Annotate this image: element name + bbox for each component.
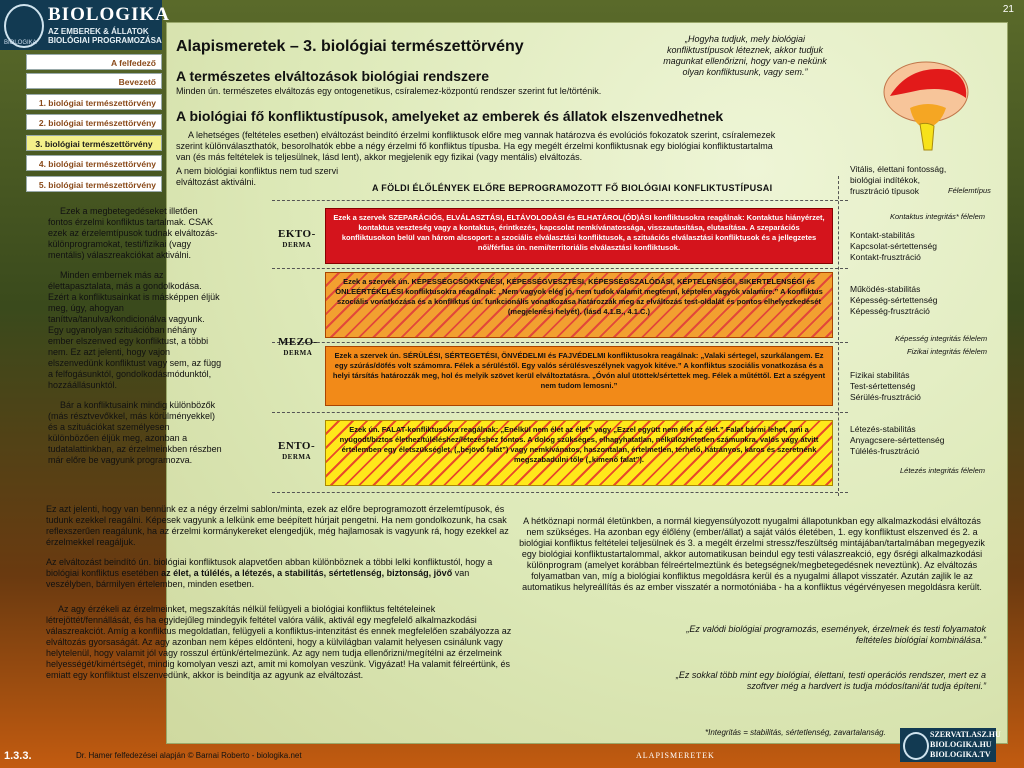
label-existence-integrity: Létezés integritás félelem (900, 466, 986, 475)
table-divider (838, 176, 839, 496)
label-fear-type: Félelemtípus (948, 186, 991, 195)
label-contact-integrity: Kontaktus integritás* félelem (890, 212, 986, 221)
right-list-mezo-1: Működés-stabilitás Képesség-sértettenség Képesség-frusztráció (850, 284, 938, 316)
brand-tagline: AZ EMBEREK & ÁLLATOK BIOLÓGIAI PROGRAMOZÁSA (48, 27, 162, 45)
right-list-ekto: Kontakt-stabilitás Kapcsolat-sértettenség Kontakt-frusztráció (850, 230, 937, 262)
row-divider (272, 268, 848, 269)
bottom-paragraph-1: Ez azt jelenti, hogy van bennünk ez a négy érzelmi sablon/minta, ezek az előre beprogramozott érzelemtípusok, és tudunk ezekkel reagálni. Képesek vagyunk a lelkünk eme beépített húrjait pengetni. Ha nem gondolkozunk, ha csak reflexszerűen reagálunk, ha az érzelmi kormánykereket elengedjük, még hajlamosak is vagyunk rá, hogy ezekkel az érzelmekkel reagáljuk. (46, 504, 509, 547)
section-subtitle-desc: Minden ún. természetes elváltozás egy ontogenetikus, csíralemez-központú rendszer szerint fut le/történik. (176, 86, 602, 96)
link-szervatlasz[interactable]: SZERVATLASZ.HU (930, 730, 1001, 739)
left-paragraph: Minden embernek más az élettapasztalata, más a gondolkodása. Ezért a konfliktusainkat is másképpen éljük meg, úgy, ahogyan taníttva/tanulva/kondicionálva vagyunk. Egy ugyanolyan szituációban néhány ember elszenved egy konfliktust, a többi nem. Ez azt jelenti, hogy vajon elszenvedünk konfliktust vagy sem, az függ a felfogásunktól, gondolkodásmódunktól, hozzáállásunktól. (48, 270, 222, 390)
credit-line: Dr. Hamer felfedezései alapján © Barnai Roberto - biologika.net (76, 751, 302, 760)
label-ability-integrity: Képesség integritás félelem (895, 334, 988, 343)
row-divider (272, 412, 848, 413)
row-divider (272, 342, 848, 343)
table-title: A FÖLDI ÉLŐLÉNYEK ELŐRE BEPROGRAMOZOTT FŐ BIOLÓGIAI KONFLIKTUSTÍPUSAI (372, 183, 773, 193)
left-paragraph: Ezek a megbetegedéseket illetően fontos érzelmi konfliktus tartalmak. CSAK ezek az érzelemtípusok tudnak elváltozás-különprogramokat, testi/fizikai (vagy mentális) válaszreakciókat aktiválni. (48, 206, 218, 260)
left-column (48, 206, 222, 475)
section-number: 1.3.3. (4, 750, 32, 762)
conflict-box-morsel: Ezek ún. FALAT-konfliktusokra reagálnak: „Enélkül nem élet az élet” vagy „Ezzel együtt nem élet az élet.” Falat bármi lehet, ami a nyugodt/biztos élethez/túléléshez/létezéshez fontos. A dolog szükséges, elhagyhatatlan, nélkülözhetetlen számunkra, valós vagy átvitt értelemben egy életszükséglet, („bejövő falat”) vagy nemkívánatos, haszontalan, értelmetlen, terhelő, hátrányos, káros és szeretnénk megszabadulni tőle („kimenő falat”). (325, 420, 833, 486)
nav-item-law-4[interactable]: 4. biológiai természettörvény (26, 155, 162, 171)
link-biologika-hu[interactable]: BIOLOGIKA.HU (930, 740, 992, 749)
right-paragraph: A hétköznapi normál életünkben, a normál kiegyensúlyozott nyugalmi állapotunkban egy alkalmazkodási elváltozás nem szükséges. Ha azonban egy élőlény (ember/állat) a saját válós életében, 1. egy konfliktust elszenved és 2. a biológiai konfliktus feltételei teljesülnek és 3. a megélt érzelmi stressz/feszültség mintájában/tartalmában megegyezik egy biológiai konfliktustartalommal, akkor automatikusan beindul egy testi válaszreakció, egy ősrégi alkalmazkodási különprogram (amelyet korábban félreértelmeztünk és betegségnek/megbetegedésnek neveztünk). Az elváltozás folyamatban van, míg a biológiai konfliktus megoldásra kerül és a nyugalmi állapot visszatér. Azután zajlik le az automatikus helyreállítás és az ember visszatér a normotóniába - ha a konfliktus végérvényesen megoldásra került. (519, 516, 985, 592)
bottom-paragraph-2: Az elváltozást beindító ún. biológiai konfliktusok alapvetően abban különböznek a többi lelki konfliktustól, hogy a biológiai konfliktus esetében az élet, a túlélés, a létezés, a stabilitás, sértetlenség, biztonság, jövő van veszélyben, bármilyen értelemben, minden esetben. (46, 557, 493, 589)
nav-item-felfedezo[interactable]: A felfedező (26, 54, 162, 70)
brand-logo[interactable] (0, 0, 170, 50)
section-subtitle: A természetes elváltozások biológiai rendszere (176, 68, 490, 84)
footer-label: ALAPISMERETEK (636, 751, 715, 760)
nav-item-law-5[interactable]: 5. biológiai természettörvény (26, 176, 162, 192)
conflict-box-ability: Ezek a szervek ún. KÉPESSÉGCSÖKKENÉSI, KÉPESSÉGVESZTÉSI, KÉPESSÉGSZALÓDÁSI, KÉPTELENSÉGI, SIKERTELENSÉGI és ÖNLEÉRTÉKELÉSI konfliktusokra reagálnak: „Nem vagyok elég jó, nem tudok valamit megtenni, képtelen vagyok valamire.” A konfliktus szociális vonatkozása és a konfliktus ún. funkcionális vonatkozása határozzák meg az elváltozás test-oldalát és pontos elhelyezkedését (megjelenési helyét). (lásd 4.1.B., 4.1.C.) (325, 272, 833, 338)
footer-brand-links[interactable] (900, 728, 1001, 762)
nav-item-bevezeto[interactable]: Bevezető (26, 73, 162, 89)
intro-paragraph: A lehetséges (feltételes esetben) elváltozást beindító érzelmi konfliktusok előre meg vannak határozva és evolúciós fokozatok szerint, csíralemezek szerint különválaszthatók, besorolhatók ebbe a négy érzelmi fő konfliktus típusba. Ha egy megélt érzelmi konfliktusnak egy biológiai konfliktustartalma van (és más feltételek is teljesülnek, lásd lent), akkor megjelenik egy fizikai (vagy mentális) elváltozás. (176, 130, 776, 162)
link-biologika-tv[interactable]: BIOLOGIKA.TV (930, 750, 991, 759)
brain-illustration-icon (880, 56, 974, 152)
section-subtitle-2: A biológiai fő konfliktustípusok, amelyeket az emberek és állatok elszenvedhetnek (176, 108, 724, 124)
right-list-mezo-2: Fizikai stabilitás Test-sértettenség Sérülés-frusztráció (850, 370, 921, 402)
nav-item-law-1[interactable]: 1. biológiai természettörvény (26, 94, 162, 110)
label-physical-integrity: Fizikai integritás félelem (907, 347, 988, 356)
right-list-ento: Létezés-stabilitás Anyagcsere-sértettenség Túlélés-frusztráció (850, 424, 945, 456)
integrity-footnote: *Integritás = stabilitás, sértetlenség, zavartalanság. (705, 728, 886, 737)
bottom-left-text (46, 504, 516, 690)
nav-item-law-2[interactable]: 2. biológiai természettörvény (26, 114, 162, 130)
brand-name: BIOLOGIKA (48, 4, 170, 25)
germ-layer-mezo: MEZO- DERMA (278, 336, 318, 357)
conflict-box-separation: Ezek a szervek SZEPARÁCIÓS, ELVÁLASZTÁSI, ELTÁVOLODÁSI és ELHATÁROL(ÓD)ÁSI konfliktusokra reagálnak: Kontaktus hiányérzet, kontaktus veszteség vagy a kontaktus, érintkezés, kapcsolat nemkívánatossága, visszautasítása, elutasítása. A szeparációs konfliktusokon belül van három alcsoport: a szociális elválasztási konfliktusok, a szituációs elválasztási konfliktusok és a jellegzetes női/férfias ún. nemi/territoriális elválasztási konfliktusok. (325, 208, 833, 264)
quote-programming: „Ez valódi biológiai programozás, események, érzelmek és testi folyamatok feltételes biológiai kombinálása.” (686, 624, 986, 645)
germ-layer-ekto: EKTO- DERMA (278, 228, 316, 249)
top-quote: „Hogyha tudjuk, mely biológiai konfliktustípusok léteznek, akkor tudjuk magunkat ellenőrizni, hogy van-e nekünk olyan konfliktusunk, vagy sem.” (663, 34, 827, 77)
footer-emblem-icon (903, 732, 929, 760)
right-header-list: Vitális, élettani fontosság, biológiai indítékok, frusztráció típusok (850, 164, 947, 196)
non-bio-note: A nem biológiai konfliktus nem tud szervi elváltozást aktiválni. (176, 166, 339, 187)
row-divider (272, 492, 848, 493)
bottom-paragraph-3: Az agy érzékeli az érzelmeinket, megszakítás nélkül felügyeli a biológiai konfliktus feltételeinek létrejöttét/fennállását, és ha egyidejűleg mindegyik feltétel valóra válik, aktivál egy megfelelő alkalmazkodási válaszreakciót. Amíg a konfliktus megoldatlan, felügyeli a konfliktus-intenzitást és ennek megfelelően szabályozza az elváltozás gyorsaságát. Az agy azonban nem képes eldönteni, hogy a külvilágban valamit helyesen csinálunk vagy helytelenül, hogy valamit jól vagy rosszul értünk/értelmezünk. Az agy nem tudja ellenőrizni/megítélni az érzelmeink helyességét/kimértségét, mindig komolyan veszi azt, amit mi komolyan veszünk. Vigyázat! Ha valamit félreértünk, és emiatt egy konfliktust elszenvedünk, akkor is beindítja az agyunk az elváltozást. (46, 604, 512, 680)
quote-software: „Ez sokkal több mint egy biológiai, élettani, testi operációs rendszer, mert ez a szoftver még a hardvert is tudja módosítani/át tudja építeni.” (675, 670, 986, 691)
germ-layer-ento: ENTO- DERMA (278, 440, 316, 461)
conflict-box-injury: Ezek a szervek ún. SÉRÜLÉSI, SÉRTEGETÉSI, ÖNVÉDELMI és FAJVÉDELMI konfliktusokra reagálnak: „Valaki sértegel, szurkálangem. Ez egy szúrás/döfés volt számomra. Félek a sérüléstől. Egy valós sérülésveszélynek vagyok kitéve.” A konfliktus szociális vonatkozása és a helyi társítás határozzák meg, hol és melyik szövet kerül elváltoztatásra. „Óvón alul ütöttek/sértettek meg. Félek a műtéttől. Ezt a szégyent nem tudom lemosni.” (325, 346, 833, 406)
nav-item-law-3[interactable]: 3. biológiai természettörvény (26, 135, 162, 151)
brand-small: BIOLOGIKA (4, 40, 37, 46)
row-divider (272, 200, 848, 201)
page-number: 21 (1002, 4, 1014, 15)
left-paragraph: Bár a konfliktusaink mindig különbözők (más résztvevőkkel, más körülményekkel) és a szituációkat személyesen különbözően éljük meg, azonban a tudatalattinkban, az érzelmeinkben részben már előre be vagyunk programozva. (48, 400, 222, 465)
page-title: Alapismeretek – 3. biológiai természettörvény (176, 38, 524, 55)
